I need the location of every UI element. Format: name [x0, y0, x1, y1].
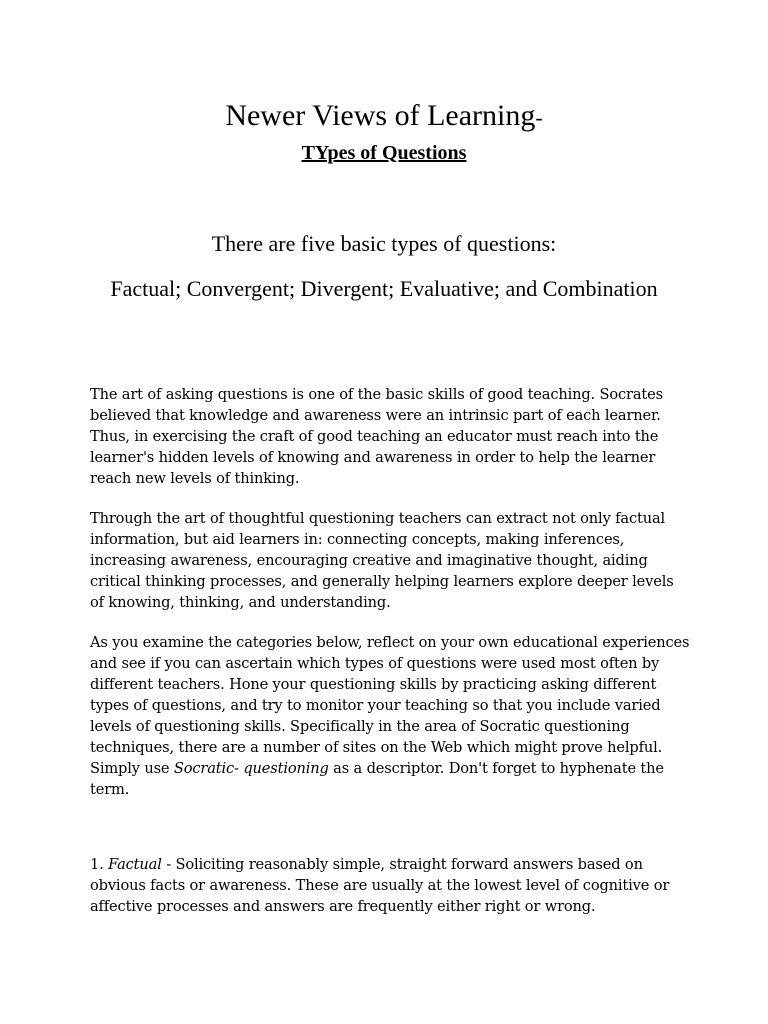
- page-subtitle: TYpes of Questions: [301, 142, 467, 164]
- list-item-description: - Soliciting reasonably simple, straight forward answers based on obvious facts or awareness. These are usually at the lowest level of cognitive or affective processes and answers are frequently either right or wrong.: [90, 856, 670, 915]
- paragraph-categories: [90, 632, 690, 800]
- socratic-questioning-term: Socratic- questioning: [173, 760, 329, 777]
- paragraph-intro: The art of asking questions is one of the basic skills of good teaching. Socrates believed that knowledge and awareness were an intrinsic part of each learner. Thus, in exercising the craft of good teaching an educator must reach into the learner's hidden levels of knowing and awareness in order to help the learner reach new levels of thinking.: [90, 386, 663, 487]
- section-heading: There are five basic types of questions:: [211, 231, 557, 256]
- page-title-text: Newer Views of Learning: [225, 99, 536, 132]
- list-item-number: 1.: [90, 856, 109, 873]
- page-title: [0, 96, 768, 138]
- list-item-term: Factual: [108, 856, 162, 873]
- paragraph-categories-text-2: as a descriptor. Don't forget to hyphenate the term.: [90, 760, 664, 798]
- question-types-line: Factual; Convergent; Divergent; Evaluative; and Combination: [110, 276, 658, 301]
- page-title-dash: -: [535, 105, 543, 130]
- paragraph-categories-text-1: As you examine the categories below, reflect on your own educational experiences and see if you can ascertain which types of questions were used most often by different teachers. Hone your questioning skills by practicing asking different types of questions, and try to monitor your teaching so that you include varied levels of questioning skills. Specifically in the area of Socratic questioning techniques, there are a number of sites on the Web which might prove helpful. Simply use: [90, 634, 690, 777]
- list-item-factual: [90, 854, 690, 917]
- paragraph-questioning: Through the art of thoughtful questioning teachers can extract not only factual information, but aid learners in: connecting concepts, making inferences, increasing awareness, encouraging creative and imaginative thought, aiding critical thinking processes, and generally helping learners explore deeper levels of knowing, thinking, and understanding.: [90, 510, 674, 611]
